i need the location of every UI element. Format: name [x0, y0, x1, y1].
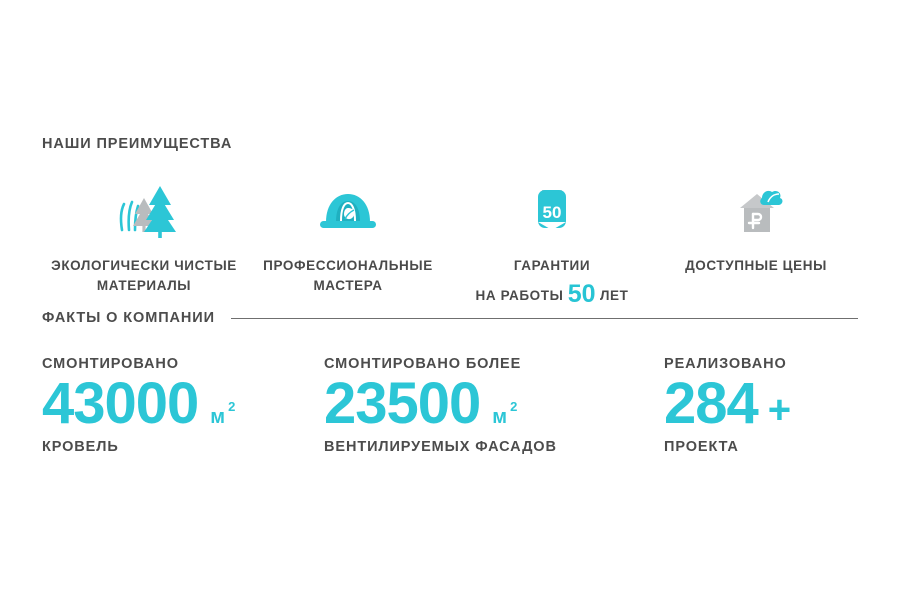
hard-hat-icon: [254, 178, 442, 240]
advantages-title: НАШИ ПРЕИМУЩЕСТВА: [42, 136, 233, 152]
fact-unit: м: [492, 406, 508, 428]
advantage-label: [458, 256, 646, 312]
facts-section: [42, 310, 858, 455]
advantages-list: [42, 178, 858, 312]
advantage-accent-number: 50: [567, 279, 596, 308]
advantage-accent-after: ЛЕТ: [599, 287, 629, 303]
fact-value-group: [324, 371, 664, 436]
svg-text:50: 50: [542, 203, 562, 222]
fact-number: 284: [664, 371, 758, 436]
advantage-item-eco-materials: [42, 178, 246, 312]
advantage-label-line1: ПРОФЕССИОНАЛЬНЫЕ: [263, 258, 433, 273]
house-ruble-icon: [662, 178, 850, 240]
fact-number: 23500: [324, 371, 481, 436]
fact-plus-sign: +: [767, 388, 792, 432]
advantage-label: [254, 256, 442, 295]
advantage-label-line2: НА РАБОТЫ: [475, 287, 564, 303]
fact-value-group: [664, 371, 858, 436]
fact-bottom-label: ПРОЕКТА: [664, 438, 739, 455]
advantage-label-line1: ГАРАНТИИ: [513, 258, 591, 273]
fact-value-group: [42, 371, 324, 436]
fact-top-label: РЕАЛИЗОВАНО: [664, 356, 787, 372]
fact-top-label: СМОНТИРОВАНО: [42, 356, 179, 372]
advantage-label-line1: ДОСТУПНЫЕ ЦЕНЫ: [685, 258, 827, 273]
fact-unit: м: [210, 406, 226, 428]
fact-item-projects: [664, 356, 858, 455]
advantage-label-line1: ЭКОЛОГИЧЕСКИ ЧИСТЫЕ: [51, 258, 237, 273]
trees-icon: [50, 178, 238, 240]
fact-bottom-label: ВЕНТИЛИРУЕМЫХ ФАСАДОВ: [324, 438, 557, 455]
advantage-label-line2: МАСТЕРА: [313, 277, 383, 293]
facts-title: ФАКТЫ О КОМПАНИИ: [42, 310, 215, 326]
fact-number: 43000: [42, 371, 199, 436]
advantage-item-professional-masters: [246, 178, 450, 312]
facts-header: [42, 310, 858, 326]
advantage-label: [662, 256, 850, 276]
fact-unit-exponent: 2: [228, 399, 236, 414]
advantages-section: [42, 136, 858, 312]
facts-divider: [231, 318, 858, 319]
fact-item-roofs: [42, 356, 324, 455]
advantage-item-warranty: [450, 178, 654, 312]
advantage-label-line2: МАТЕРИАЛЫ: [96, 277, 192, 293]
fact-bottom-label: КРОВЕЛЬ: [42, 438, 119, 455]
facts-list: [42, 356, 858, 455]
fact-top-label: СМОНТИРОВАНО БОЛЕЕ: [324, 356, 522, 372]
warranty-badge-50-icon: [458, 178, 646, 240]
advantage-item-affordable-prices: [654, 178, 858, 312]
fact-item-facades: [324, 356, 664, 455]
fact-unit-exponent: 2: [510, 399, 518, 414]
advantage-label: [50, 256, 238, 295]
